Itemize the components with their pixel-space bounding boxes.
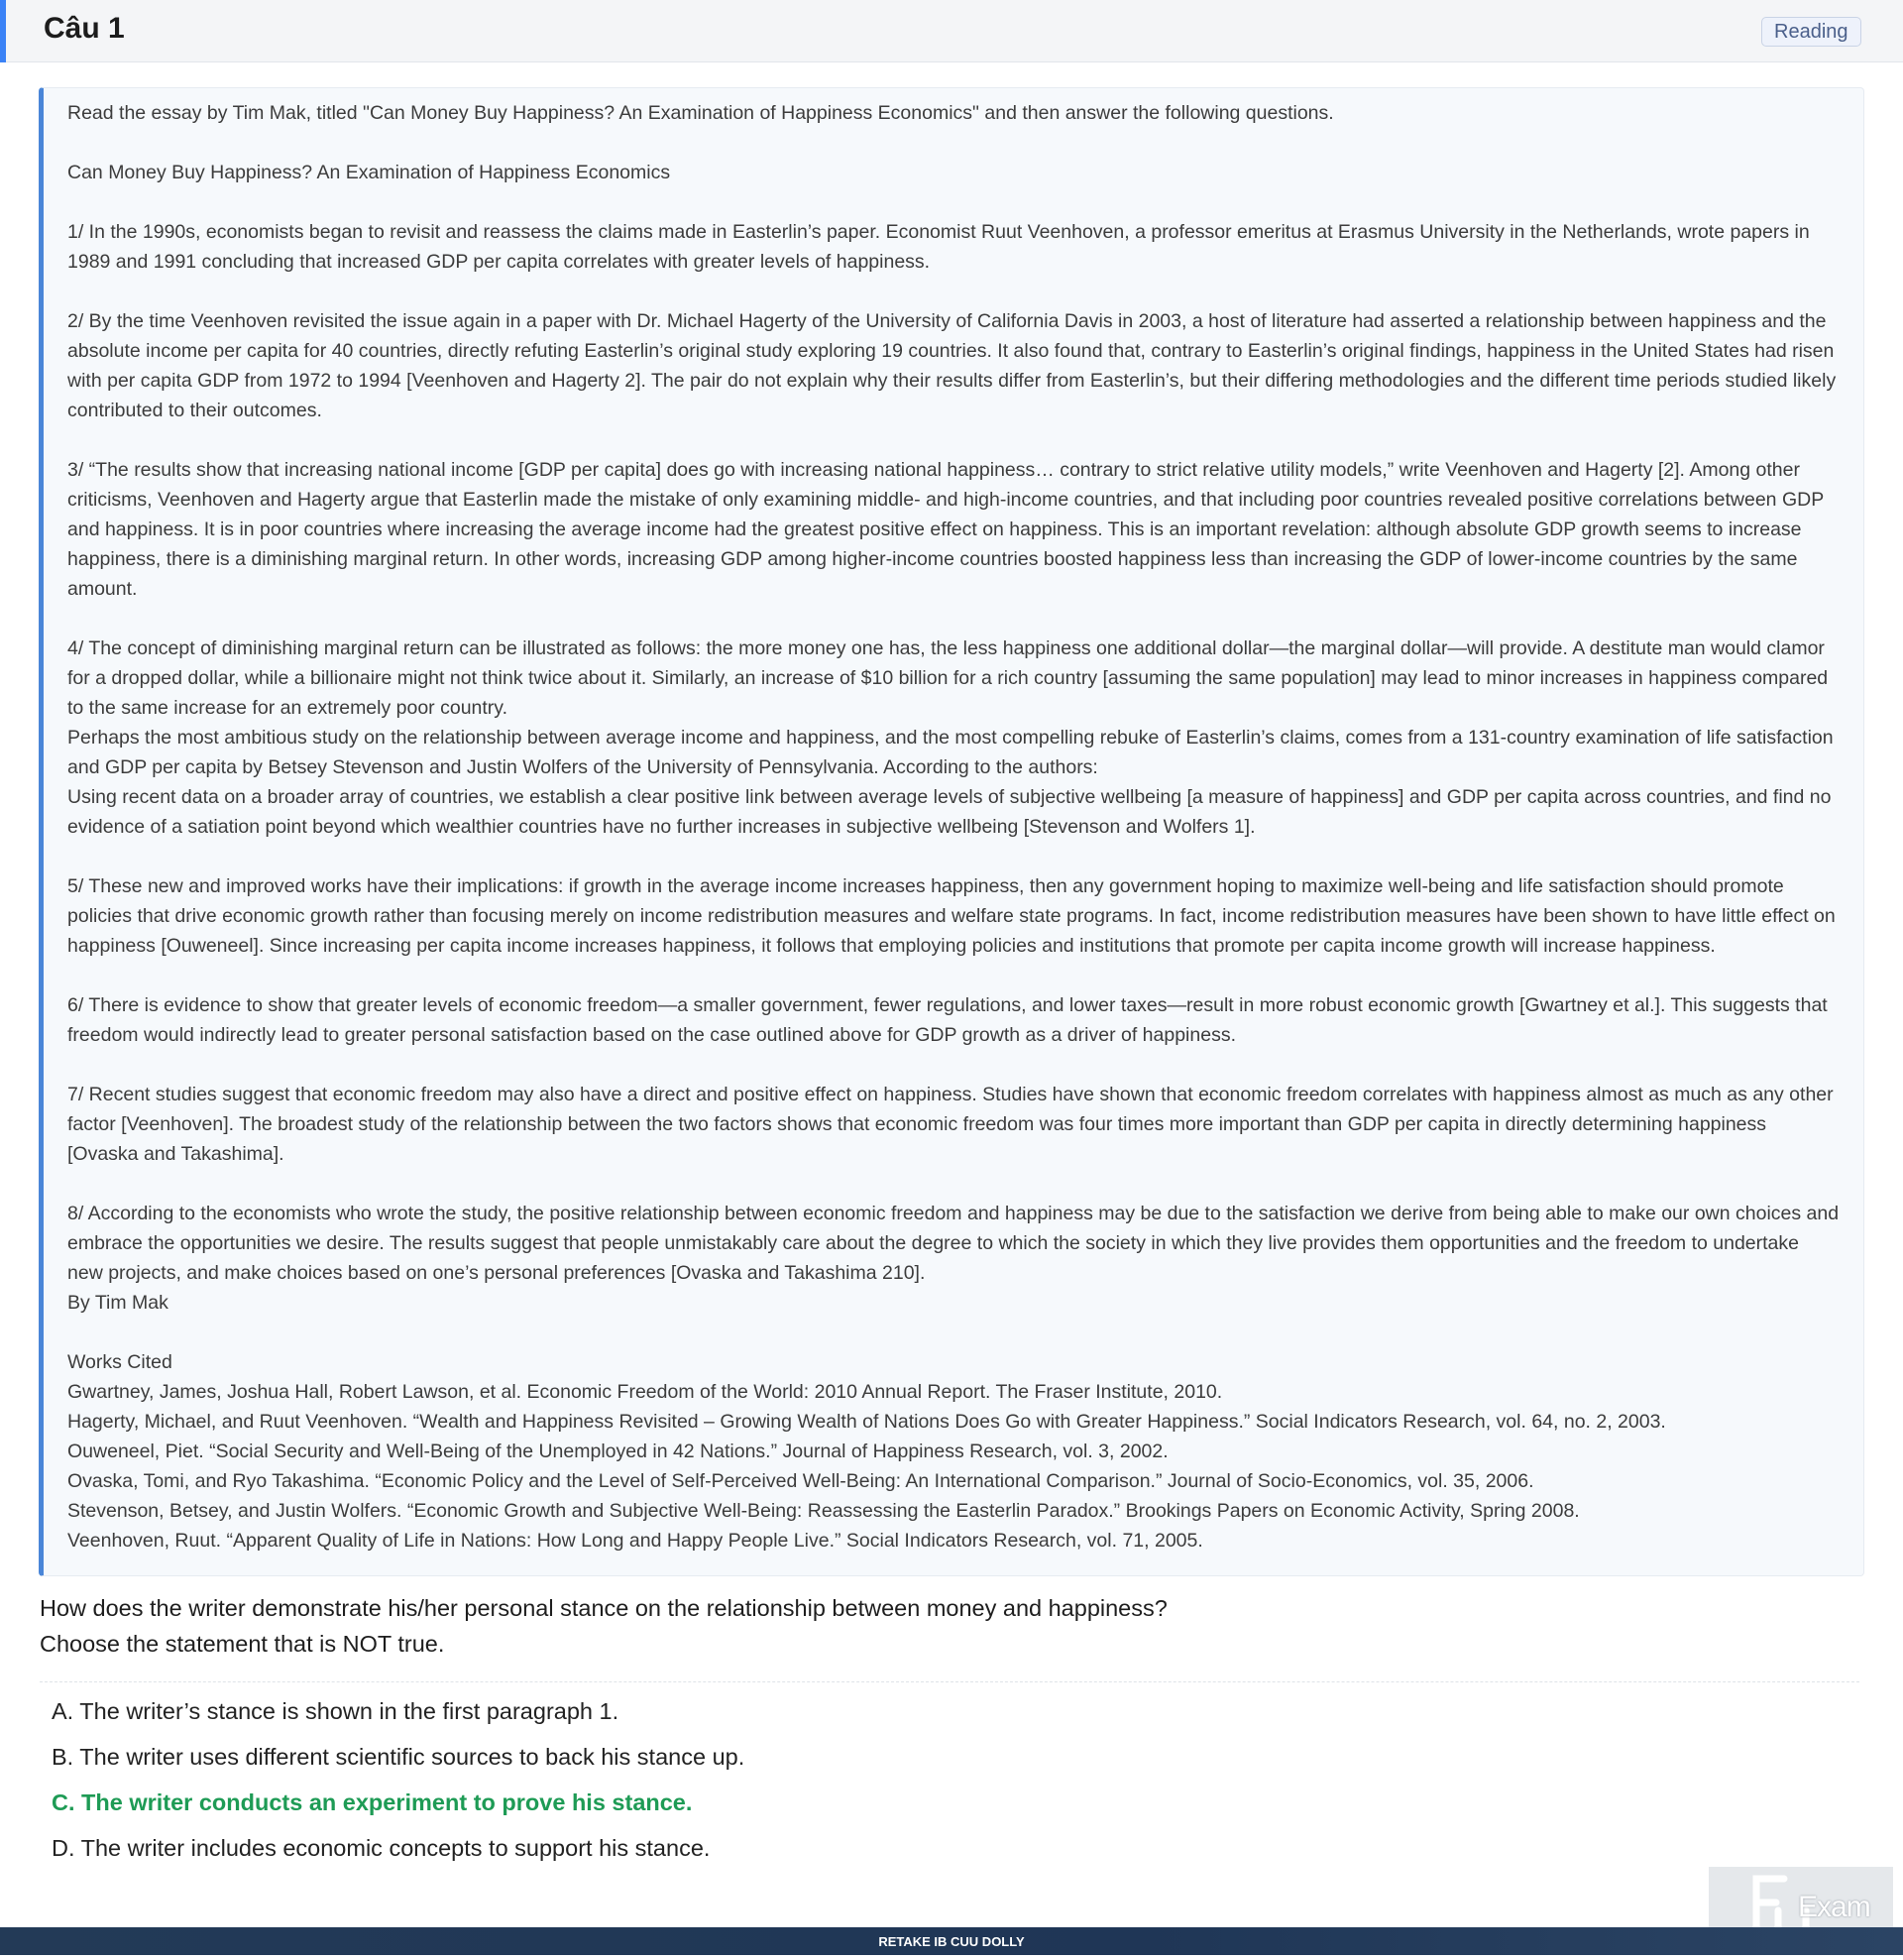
passage-paragraph: Veenhoven, Ruut. “Apparent Quality of Life in Nations: How Long and Happy People Live.” Social Indicators Research, vol. 71, 2005.: [67, 1530, 1203, 1552]
question-title: Câu 1: [44, 12, 125, 45]
passage-paragraph: Perhaps the most ambitious study on the relationship between average income and happiness, and the most compelling rebuke of Easterlin’s claims, comes from a 131-country examination of life satisfaction and GDP per capita by Betsey Stevenson and Justin Wolfers of the University of Pennsylvania. According to the authors:: [67, 727, 1834, 778]
paragraph-spacer: [67, 128, 1840, 158]
answer-option-c[interactable]: C. The writer conducts an experiment to prove his stance.: [52, 1789, 693, 1815]
question-stem: [40, 1590, 1863, 1662]
question-instruction: Choose the statement that is NOT true.: [40, 1631, 445, 1657]
passage-paragraph: 6/ There is evidence to show that greater levels of economic freedom—a smaller government, fewer regulations, and lower taxes—result in more robust economic growth [Gwartney et al.]. This suggests that freedom would indirectly lead to greater personal satisfaction based on the case outlined above for GDP growth as a driver of happiness.: [67, 994, 1828, 1046]
answer-option-d[interactable]: D. The writer includes economic concepts to support his stance.: [52, 1835, 711, 1861]
paragraph-spacer: [67, 1050, 1840, 1080]
question-text: How does the writer demonstrate his/her personal stance on the relationship between money and happiness?: [40, 1595, 1168, 1621]
passage-paragraph: 7/ Recent studies suggest that economic freedom may also have a direct and positive effect on happiness. Studies have shown that economic freedom correlates with happiness almost as much as any other factor [Veenhoven]. The broadest study of the relationship between the two factors shows that economic freedom was four times more important than GDP per capita in directly determining happiness [Ovaska and Takashima].: [67, 1084, 1834, 1165]
passage-paragraph: 5/ These new and improved works have their implications: if growth in the average income increases happiness, then any government hoping to maximize well-being and life satisfaction should promote policies that drive economic growth rather than focusing merely on income redistribution measures and welfare state programs. In fact, income redistribution measures have been shown to have little effect on happiness [Ouweneel]. Since increasing per capita income increases happiness, it follows that employing policies and institutions that promote per capita income growth will increase happiness.: [67, 875, 1836, 957]
passage-paragraph: By Tim Mak: [67, 1292, 168, 1314]
passage-paragraph: 2/ By the time Veenhoven revisited the issue again in a paper with Dr. Michael Hagerty of the University of California Davis in 2003, a host of literature had asserted a relationship between happiness and the absolute income per capita for 40 countries, directly refuting Easterlin’s original study exploring 19 countries. It also found that, contrary to Easterlin’s original findings, happiness in the United States had risen with per capita GDP from 1972 to 1994 [Veenhoven and Hagerty 2]. The pair do not explain why their results differ from Easterlin’s, but their differing methodologies and the different time periods studied likely contributed to their outcomes.: [67, 310, 1837, 421]
paragraph-spacer: [67, 604, 1840, 634]
passage-paragraph: 3/ “The results show that increasing national income [GDP per capita] does go with increasing national happiness… contrary to strict relative utility models,” write Veenhoven and Hagerty [2]. Among other criticisms, Veenhoven and Hagerty argue that Easterlin made the mistake of only examining middle- and high-income countries, and that including poor countries revealed positive correlations between GDP and happiness. It is in poor countries where increasing the average income had the greatest positive effect on happiness. This is an important revelation: although absolute GDP growth seems to increase happiness, there is a diminishing marginal return. In other words, increasing GDP among higher-income countries boosted happiness less than increasing the GDP of lower-income countries by the same amount.: [67, 459, 1824, 600]
answer-options: [52, 1692, 1836, 1875]
paragraph-spacer: [67, 1318, 1840, 1347]
paragraph-spacer: [67, 842, 1840, 871]
paragraph-spacer: [67, 1169, 1840, 1199]
paragraph-spacer: [67, 425, 1840, 455]
passage-paragraph: Works Cited: [67, 1351, 172, 1373]
passage-paragraph: 8/ According to the economists who wrote the study, the positive relationship between economic freedom and happiness may be due to the satisfaction we derive from being able to make our own choices and embrace the opportunities we desire. The results suggest that people unmistakably care about the degree to which the society in which they live provides them opportunities and the freedom to undertake new projects, and make choices based on one’s personal preferences [Ovaska and Takashima 210].: [67, 1203, 1840, 1284]
answer-option-b[interactable]: B. The writer uses different scientific sources to back his stance up.: [52, 1744, 745, 1770]
paragraph-spacer: [67, 961, 1840, 990]
answer-option-a[interactable]: A. The writer’s stance is shown in the first paragraph 1.: [52, 1698, 619, 1724]
passage-paragraph: Ouweneel, Piet. “Social Security and Well-Being of the Unemployed in 42 Nations.” Journal of Happiness Research, vol. 3, 2002.: [67, 1441, 1169, 1462]
reading-passage: [39, 87, 1864, 1576]
passage-paragraph: Using recent data on a broader array of countries, we establish a clear positive link between average levels of subjective wellbeing [a measure of happiness] and GDP per capita across countries, and find no evidence of a satiation point beyond which wealthier countries have no further increases in subjective wellbeing [Stevenson and Wolfers 1].: [67, 786, 1832, 838]
passage-paragraph: 1/ In the 1990s, economists began to revisit and reassess the claims made in Easterlin’s paper. Economist Ruut Veenhoven, a professor emeritus at Erasmus University in the Netherlands, wrote papers in 1989 and 1991 concluding that increased GDP per capita correlates with greater levels of happiness.: [67, 221, 1810, 273]
passage-paragraph: Read the essay by Tim Mak, titled "Can Money Buy Happiness? An Examination of Happiness Economics" and then answer the following questions.: [67, 102, 1334, 124]
logo-text: Exam: [1798, 1891, 1870, 1923]
passage-paragraph: Can Money Buy Happiness? An Examination of Happiness Economics: [67, 162, 671, 183]
passage-paragraph: 4/ The concept of diminishing marginal return can be illustrated as follows: the more money one has, the less happiness one additional dollar—the marginal dollar—will provide. A destitute man would clamor for a dropped dollar, while a billionaire might not think twice about it. Similarly, an increase of $10 billion for a rich country [assuming the same population] may lead to minor increases in happiness compared to the same increase for an extremely poor country.: [67, 637, 1829, 719]
passage-paragraph: Stevenson, Betsey, and Justin Wolfers. “Economic Growth and Subjective Well-Being: Reassessing the Easterlin Paradox.” Brookings Papers on Economic Activity, Spring 2008.: [67, 1500, 1580, 1522]
passage-paragraph: Gwartney, James, Joshua Hall, Robert Lawson, et al. Economic Freedom of the World: 2010 Annual Report. The Fraser Institute, 2010.: [67, 1381, 1223, 1403]
passage-paragraph: Hagerty, Michael, and Ruut Veenhoven. “Wealth and Happiness Revisited – Growing Wealth of Nations Does Go with Greater Happiness.” Social Indicators Research, vol. 64, no. 2, 2003.: [67, 1411, 1666, 1433]
header-accent-bar: [0, 0, 6, 62]
footer-banner: RETAKE IB CUU DOLLY: [0, 1927, 1903, 1955]
question-header: [0, 0, 1903, 62]
paragraph-spacer: [67, 187, 1840, 217]
section-badge: Reading: [1761, 17, 1861, 47]
paragraph-spacer: [67, 277, 1840, 306]
passage-paragraph: Ovaska, Tomi, and Ryo Takashima. “Economic Policy and the Level of Self-Perceived Well-Being: An International Comparison.” Journal of Socio-Economics, vol. 35, 2006.: [67, 1470, 1534, 1492]
divider: [40, 1681, 1859, 1682]
